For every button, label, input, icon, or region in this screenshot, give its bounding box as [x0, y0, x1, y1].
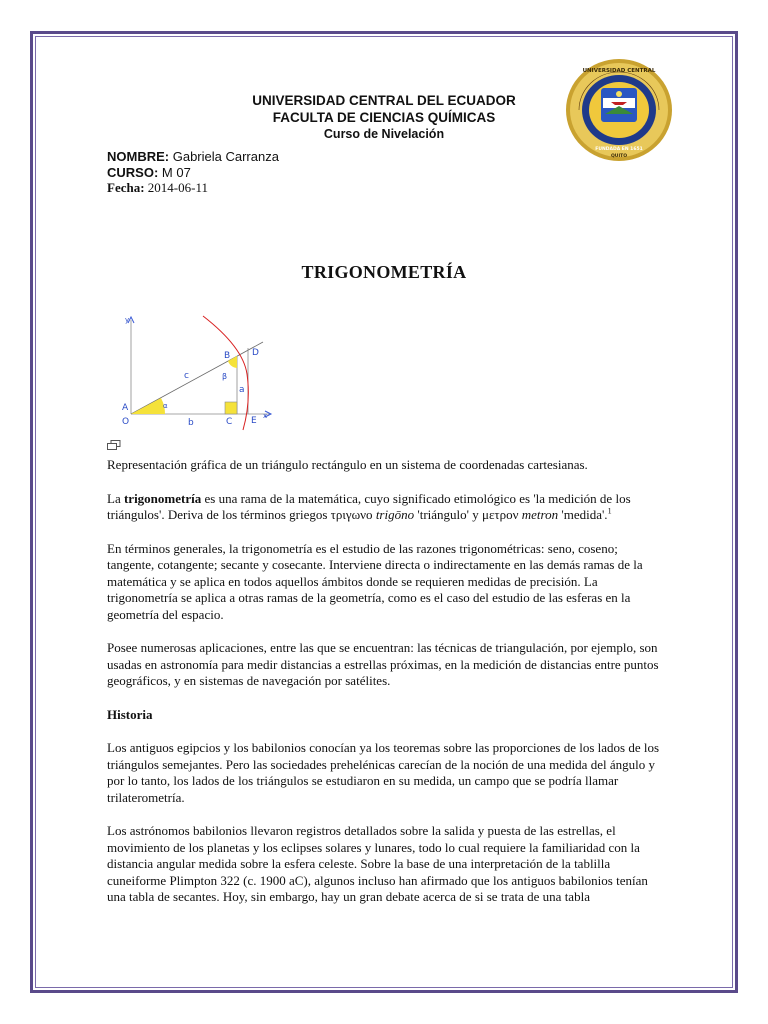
term-trigonometria: trigonometría	[123, 490, 202, 506]
right-angle-marker	[225, 402, 237, 414]
university-name: UNIVERSIDAD CENTRAL DEL ECUADOR	[252, 93, 516, 108]
label-side-c: c	[184, 371, 189, 381]
paragraph-general: En términos generales, la trigonometría es el estudio de las razones trigonométricas: seno, coseno; tangente, cotangente; secante y cosecante. Interviene directa o indirectamente en las demás ramas de la matemática y se aplica en todos aquellos ámbitos donde se requieren medidas de precisión. La trigonometría se aplica a otras ramas de la geometría, como es el caso del estudio de las esferas en la geometría del espacio.	[107, 540, 643, 622]
label-alpha: α	[163, 402, 168, 410]
document-title: TRIGONOMETRÍA	[301, 262, 467, 282]
document-header	[150, 92, 618, 143]
label-x: x	[263, 412, 268, 420]
curso-line	[107, 165, 279, 181]
angle-alpha-shade	[131, 398, 165, 414]
nombre-label: NOMBRE:	[107, 149, 170, 164]
heading-historia: Historia	[107, 706, 153, 722]
fecha-line	[107, 180, 279, 196]
nombre-line	[107, 149, 279, 165]
svg-text:FUNDADA EN 1651: FUNDADA EN 1651	[595, 147, 643, 152]
label-beta: β	[222, 372, 228, 381]
label-c-point: C	[226, 417, 233, 427]
label-a-point: A	[122, 403, 129, 413]
hypotenuse-line	[131, 342, 263, 414]
figure-caption: Representación gráfica de un triángulo rectángulo en un sistema de coordenadas cartesianas.	[107, 457, 588, 472]
curso-value: M 07	[158, 164, 191, 180]
faculty-name: FACULTA DE CIENCIAS QUÍMICAS	[272, 110, 496, 125]
paragraph-applications: Posee numerosas aplicaciones, entre las que se encuentran: las técnicas de triangulación, por ejemplo, son usadas en astronomía para medir distancias a estrellas próximas, en la medición de distancias entre puntos geográficos, y en sistemas de navegación por satélites.	[107, 640, 659, 688]
paragraph-history-2: Los astrónomos babilonios llevaron registros detallados sobre la salida y puesta de las estrellas, el movimiento de los planetas y los eclipses solares y lunares, todo lo cual requiere la familiaridad con la distancia angular medida sobre la esfera celeste. Sobre la base de una interpretación de la tablilla cuneiforme Plimpton 322 (c. 1900 aC), algunos incluso han afirmado que los antiguos babilonios tenían una tabla de secantes. Hoy, sin embargo, hay un gran debate acerca de si se trata de una tabla	[107, 823, 648, 904]
paragraph-history-1: Los antiguos egipcios y los babilonios conocían ya los teoremas sobre las proporciones de los lados de los triángulos semejantes. Pero las sociedades prehelénicas carecían de la noción de una medida del ángulo y por lo tanto, los lados de los triángulos se estudiaron en su medida, un campo que se podría llamar trilaterometría.	[107, 740, 660, 805]
document-body	[107, 457, 662, 923]
label-y: y	[125, 316, 130, 324]
image-caption-icon[interactable]	[107, 440, 121, 450]
course-name: Curso de Nivelación	[323, 127, 445, 141]
label-b-point: B	[224, 351, 231, 361]
label-d-point: D	[252, 348, 259, 358]
label-side-b: b	[188, 418, 194, 428]
footnote-ref[interactable]: 1	[607, 506, 612, 516]
paragraph-definition: La trigonometría es una rama de la matemática, cuyo significado etimológico es 'la medición de los triángulos'. Deriva de los términos griegos τριγωνο trigōno 'triángulo' y μετρον metron 'medida'.$^1$	[107, 490, 631, 522]
label-side-a: a	[239, 385, 245, 395]
svg-text:QUITO: QUITO	[610, 154, 628, 159]
university-seal-logo	[565, 58, 673, 162]
label-e-point: E	[251, 416, 257, 426]
nombre-value: Gabriela Carranza	[169, 149, 279, 164]
label-o-point: O	[122, 417, 130, 427]
right-triangle-figure	[115, 312, 285, 432]
student-info	[107, 149, 279, 196]
fecha-value: 2014-06-11	[144, 180, 208, 195]
svg-text:UNIVERSIDAD CENTRAL: UNIVERSIDAD CENTRAL	[582, 68, 656, 74]
curso-label: CURSO:	[107, 164, 159, 180]
fecha-label: Fecha:	[107, 180, 145, 195]
